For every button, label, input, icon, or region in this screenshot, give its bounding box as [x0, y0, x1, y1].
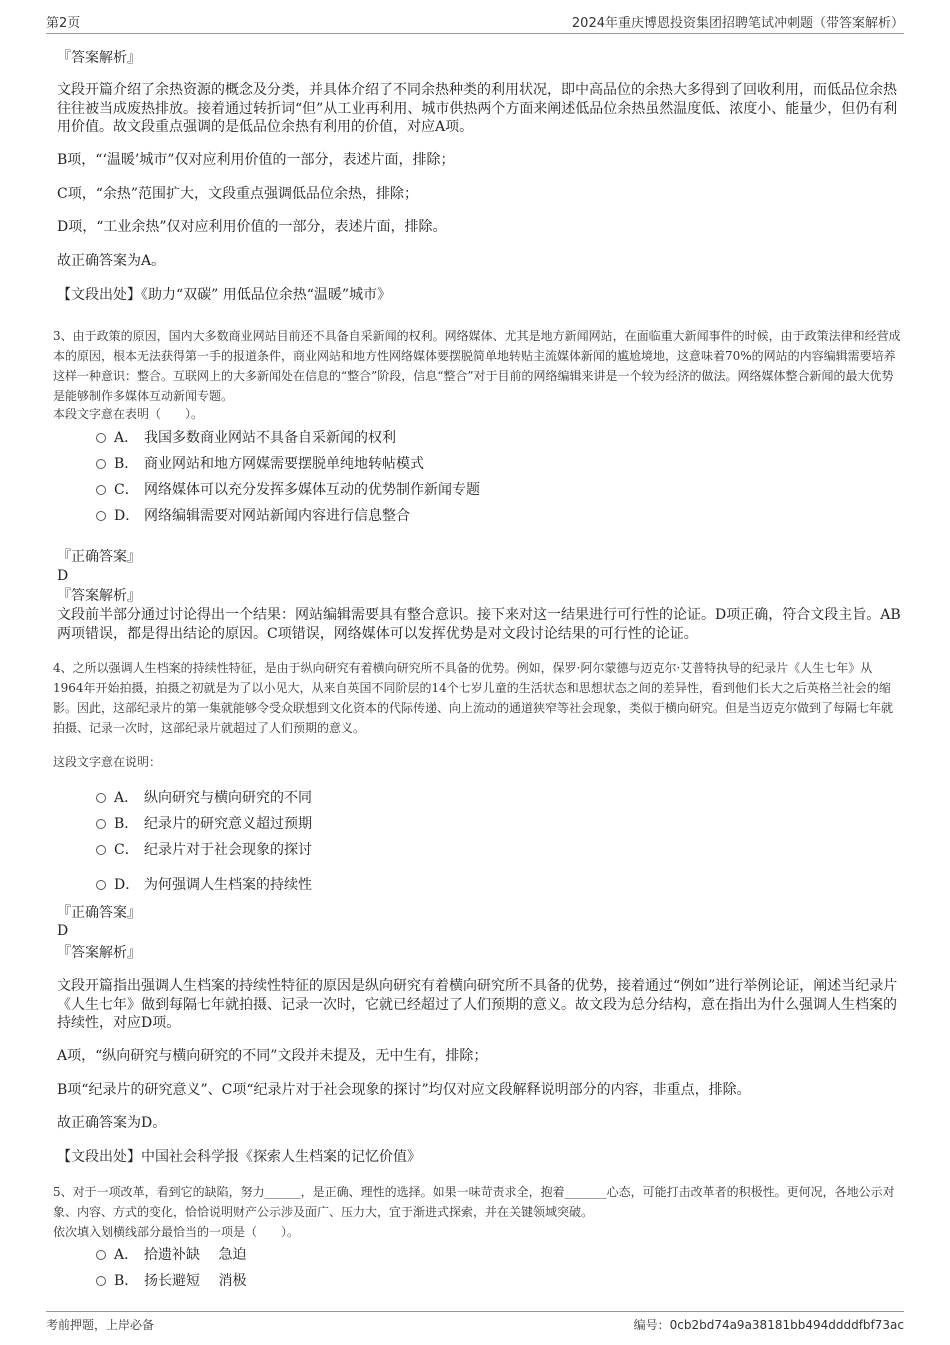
q2-analysis-p4: D项，“工业余热”仅对应利用价值的一部分，表述片面，排除。 — [57, 219, 447, 235]
header-divider — [46, 33, 904, 34]
radio-icon[interactable] — [96, 845, 106, 855]
q2-analysis-p2: B项，“‘温暖’城市”仅对应利用价值的一部分，表述片面，排除； — [57, 152, 455, 168]
q3-analysis-label: 『答案解析』 — [57, 588, 141, 604]
q3-text: 3、由于政策的原因，国内大多数商业网站目前还不具备自采新闻的权利。网络媒体、尤其是地方新闻网站，在面临重大新闻事件的时候，由于政策法律和经营成本的原因，根本无法获得第一手的报道条件，商业网站和地方性网络媒体要摆脱简单地转贴主流媒体新闻的尴尬境地，这意味着70%的网站的内容编辑需要培养这样一种意识：整合。互联网上的大多新闻处在信息的“整合”阶段，信息“整合”对于目前的网络编辑来讲是一个较为经济的做法。网络媒体整合新闻的最大优势是能够制作多媒体互动新闻专题。 — [53, 329, 901, 403]
q4-option-a[interactable]: A． 纵向研究与横向研究的不同 — [96, 788, 312, 808]
q2-source: 【文段出处】《助力“双碳” 用低品位余热“温暖”城市》 — [57, 287, 392, 303]
q4-analysis-p3: B项“纪录片的研究意义”、C项“纪录片对于社会现象的探讨”均仅对应文段解释说明部分的内容，非重点，排除。 — [57, 1082, 751, 1098]
q4-option-c[interactable]: C． 纪录片对于社会现象的探讨 — [96, 840, 312, 860]
radio-icon[interactable] — [96, 459, 106, 469]
q3-option-c[interactable]: C． 网络媒体可以充分发挥多媒体互动的优势制作新闻专题 — [96, 480, 480, 500]
radio-icon[interactable] — [96, 793, 106, 803]
q3-option-d[interactable]: D． 网络编辑需要对网站新闻内容进行信息整合 — [96, 506, 410, 526]
q3-answer: D — [57, 568, 69, 584]
q5-option-a[interactable]: A． 拾遗补缺 急迫 — [96, 1245, 246, 1265]
document-id: 编号：0cb2bd74a9a38181bb494ddddfbf73ac — [633, 1318, 904, 1332]
q2-analysis-label: 『答案解析』 — [57, 50, 141, 66]
radio-icon[interactable] — [96, 511, 106, 521]
q5-option-b[interactable]: B． 扬长避短 消极 — [96, 1271, 246, 1291]
q4-analysis-label: 『答案解析』 — [57, 945, 141, 961]
q3-ask: 本段文字意在表明（ ）。 — [53, 407, 204, 421]
q4-answer-line: 故正确答案为D。 — [57, 1115, 167, 1131]
q4-ask: 这段文字意在说明： — [53, 755, 162, 769]
radio-icon[interactable] — [96, 1276, 106, 1286]
q4-answer: D — [57, 923, 69, 939]
q4-source: 【文段出处】中国社会科学报《探索人生档案的记忆价值》 — [57, 1149, 421, 1165]
footer-slogan: 考前押题，上岸必备 — [46, 1318, 155, 1332]
radio-icon[interactable] — [96, 819, 106, 829]
q4-option-d[interactable]: D． 为何强调人生档案的持续性 — [96, 875, 312, 895]
q3-option-b[interactable]: B． 商业网站和地方网媒需要摆脱单纯地转帖模式 — [96, 454, 424, 474]
document-title: 2024年重庆博恩投资集团招聘笔试冲刺题（带答案解析） — [571, 16, 904, 31]
q4-option-b[interactable]: B． 纪录片的研究意义超过预期 — [96, 814, 312, 834]
radio-icon[interactable] — [96, 433, 106, 443]
q3-answer-label: 『正确答案』 — [57, 549, 141, 565]
q2-answer-line: 故正确答案为A。 — [57, 253, 166, 269]
q4-analysis-p2: A项，“纵向研究与横向研究的不同”文段并未提及，无中生有，排除； — [57, 1048, 488, 1064]
q2-analysis-p3: C项，“余热”范围扩大，文段重点强调低品位余热，排除； — [57, 186, 419, 202]
radio-icon[interactable] — [96, 880, 106, 890]
q5-ask: 依次填入划横线部分最恰当的一项是（ ）。 — [53, 1225, 300, 1239]
q4-text: 4、之所以强调人生档案的持续性特征，是由于纵向研究有着横向研究所不具备的优势。例如，保罗·阿尔蒙德与迈克尔·艾普特执导的纪录片《人生七年》从1964年开始拍摄，拍摄之初就是为了以小见大，从来自英国不同阶层的14个七岁儿童的生活状态和思想状态之间的差异性，看到他们长大之后英格兰社会的缩影。因此，这部纪录片的第一集就能够令受众联想到文化资本的代际传递、向上流动的通道狭窄等社会现象，类似于横向研究。但是当迈克尔做到了每隔七年就拍摄、记录一次时，这部纪录片就超过了人们预期的意义。 — [53, 661, 894, 735]
q4-answer-label: 『正确答案』 — [57, 905, 141, 921]
q2-analysis-p1: 文段开篇介绍了余热资源的概念及分类，并具体介绍了不同余热种类的利用状况，即中高品位的余热大多得到了回收利用，而低品位余热往往被当成废热排放。接着通过转折词“但”从工业再利用、城市供热两个方面来阐述低品位余热虽然温度低、浓度小、能量少，但仍有利用价值。故文段重点强调的是低品位余热有利用的价值，对应A项。 — [57, 82, 898, 135]
q4-analysis-p1: 文段开篇指出强调人生档案的持续性特征的原因是纵向研究有着横向研究所不具备的优势，接着通过“例如”进行举例论证，阐述当纪录片《人生七年》做到每隔七年就拍摄、记录一次时，它就已经超过了人们预期的意义。故文段为总分结构，意在指出为什么强调人生档案的持续性，对应D项。 — [57, 978, 898, 1031]
q3-analysis: 文段前半部分通过讨论得出一个结果：网站编辑需要具有整合意识。接下来对这一结果进行可行性的论证。D项正确，符合文段主旨。AB两项错误，都是得出结论的原因。C项错误，网络媒体可以发挥优势是对文段讨论结果的可行性的论证。 — [57, 607, 901, 642]
radio-icon[interactable] — [96, 485, 106, 495]
q5-text: 5、对于一项改革，看到它的缺陷，努力______，是正确、理性的选择。如果一味苛责求全，抱着_______心态，可能打击改革者的积极性。更何况，各地公示对象、内容、方式的变化，恰恰说明财产公示涉及面广、压力大，宜于渐进式探索，并在关键领域突破。 — [53, 1185, 895, 1219]
page-number: 第2页 — [46, 16, 81, 31]
radio-icon[interactable] — [96, 1250, 106, 1260]
q3-option-a[interactable]: A． 我国多数商业网站不具备自采新闻的权利 — [96, 428, 396, 448]
footer-divider — [46, 1311, 904, 1312]
